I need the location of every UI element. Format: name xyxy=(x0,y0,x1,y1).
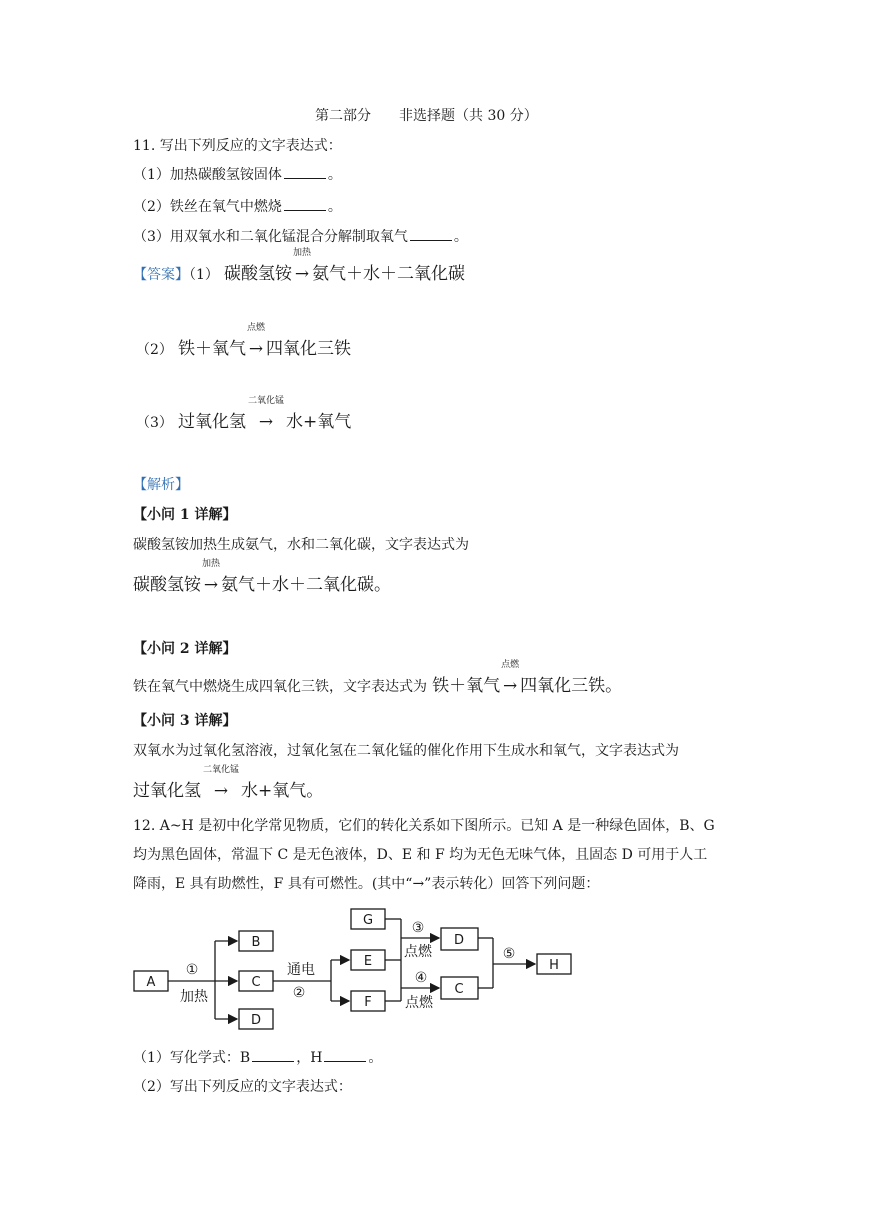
step-1-label: ① xyxy=(185,962,199,978)
answer-blank xyxy=(324,1047,366,1062)
q11-part-1 xyxy=(133,164,342,185)
reactant: 碳酸氢铵 xyxy=(133,575,201,595)
box-g-label: G xyxy=(362,913,374,928)
answer-1-num: （1） xyxy=(189,267,219,283)
answer-blank xyxy=(252,1047,294,1062)
reactant: 铁＋氧气 xyxy=(178,339,247,359)
q12-line-2: 均为黑色固体，常温下 C 是无色液体，D、E 和 F 均为无色无味气体，且固态 D 可用于人工 xyxy=(133,847,708,863)
condition: 二氧化锰 xyxy=(248,396,285,406)
q11-part-3-label: （3）用双氧水和二氧化锰混合分解制取氧气 xyxy=(133,229,408,245)
arrow-icon: → xyxy=(258,412,274,432)
q11-part-1-label: （1）加热碳酸氢铵固体 xyxy=(133,167,282,183)
product: 四氧化三铁 xyxy=(266,339,352,359)
heat-label: 加热 xyxy=(180,989,208,1005)
sub2-line xyxy=(133,660,623,698)
q11-part-1-tail: 。 xyxy=(327,167,342,183)
step-4-label: ④ xyxy=(414,970,428,986)
answer-line-1 xyxy=(133,248,466,286)
answer-blank xyxy=(284,164,326,179)
q11-part-3-tail: 。 xyxy=(453,229,468,245)
product: 水+氧气 xyxy=(241,781,307,801)
product: 氨气＋水＋二氧化碳 xyxy=(312,264,466,284)
q12-line-3: 降雨，E 具有助燃性，F 具有可燃性。(其中“→”表示转化）回答下列问题： xyxy=(133,876,600,892)
section-title: 第二部分 非选择题（共 30 分） xyxy=(315,108,538,124)
transformation-diagram xyxy=(125,900,585,1040)
sub3-text: 双氧水为过氧化氢溶液，过氧化氢在二氧化锰的催化作用下生成水和氧气，文字表达式为 xyxy=(133,743,679,759)
arrow-icon: → xyxy=(203,575,219,595)
reactant: 铁＋氧气 xyxy=(432,676,501,696)
q12-sub-1-end: 。 xyxy=(368,1050,383,1066)
end-mark: 。 xyxy=(605,676,623,696)
box-a-label: A xyxy=(146,975,156,990)
q11-stem: 11. 写出下列反应的文字表达式： xyxy=(133,138,342,154)
reactant: 碳酸氢铵 xyxy=(224,264,293,284)
arrow-icon: → xyxy=(213,781,229,801)
box-c2-label: C xyxy=(454,982,464,997)
step-5-label: ⑤ xyxy=(502,946,516,962)
ignite-2-label: 点燃 xyxy=(405,995,433,1011)
q12-sub-1-prefix: （1）写化学式：B xyxy=(133,1050,251,1066)
end-mark: 。 xyxy=(374,575,391,595)
q12-sub-1-mid: ，H xyxy=(296,1050,323,1066)
answer-blank xyxy=(410,226,452,241)
box-c-label: C xyxy=(251,975,261,990)
q11-part-2-label: （2）铁丝在氧气中燃烧 xyxy=(133,199,282,215)
sub2-text: 铁在氧气中燃烧生成四氧化三铁，文字表达式为 xyxy=(133,679,427,695)
box-h-label: H xyxy=(549,958,559,973)
condition: 加热 xyxy=(293,248,312,258)
sub2-equation xyxy=(432,660,623,696)
arrow-icon: → xyxy=(502,676,518,696)
q12-sub-1 xyxy=(133,1047,382,1068)
q12-sub-2: （2）写出下列反应的文字表达式： xyxy=(133,1079,352,1095)
q11-part-2 xyxy=(133,196,342,217)
box-d2-label: D xyxy=(453,933,465,948)
answer-2-equation xyxy=(178,323,352,359)
answer-tag: 【答案】 xyxy=(133,267,189,283)
sub1-title: 【小问 1 详解】 xyxy=(133,507,237,523)
box-b-label: B xyxy=(251,935,261,950)
answer-line-2 xyxy=(136,323,352,361)
answer-3-equation xyxy=(178,396,352,432)
end-mark: 。 xyxy=(306,781,324,801)
answer-line-3 xyxy=(136,396,352,434)
condition: 二氧化锰 xyxy=(202,765,240,775)
step-2-label: ② xyxy=(292,985,306,1001)
sub1-equation xyxy=(133,559,391,597)
sub3-equation xyxy=(133,765,324,803)
box-f-label: F xyxy=(364,995,372,1010)
reactant: 过氧化氢 xyxy=(133,781,201,801)
answer-3-num: （3） xyxy=(136,415,173,431)
box-d-label: D xyxy=(250,1013,262,1028)
condition: 加热 xyxy=(201,559,221,569)
sub3-title: 【小问 3 详解】 xyxy=(133,713,237,729)
condition: 点燃 xyxy=(501,660,520,670)
reactant: 过氧化氢 xyxy=(178,412,247,432)
power-label: 通电 xyxy=(287,962,315,978)
analysis-tag: 【解析】 xyxy=(133,477,189,493)
condition: 点燃 xyxy=(247,323,266,333)
arrow-icon: → xyxy=(294,264,310,284)
sub1-text: 碳酸氢铵加热生成氨气，水和二氧化碳，文字表达式为 xyxy=(133,537,469,553)
ignite-1-label: 点燃 xyxy=(404,944,432,960)
q11-part-2-tail: 。 xyxy=(327,199,342,215)
sub2-title: 【小问 2 详解】 xyxy=(133,641,237,657)
answer-blank xyxy=(284,196,326,211)
product: 四氧化三铁 xyxy=(520,676,606,696)
product: 氨气＋水＋二氧化碳 xyxy=(221,575,374,595)
product: 水+氧气 xyxy=(286,412,352,432)
step-3-label: ③ xyxy=(411,920,425,936)
answer-2-num: （2） xyxy=(136,342,173,358)
q11-part-3 xyxy=(133,226,468,247)
box-e-label: E xyxy=(363,954,373,969)
answer-1-equation xyxy=(224,248,466,284)
q12-line-1: 12. A~H 是初中化学常见物质，它们的转化关系如下图所示。已知 A 是一种绿色固体，B、G xyxy=(133,818,715,834)
arrow-icon: → xyxy=(248,339,264,359)
